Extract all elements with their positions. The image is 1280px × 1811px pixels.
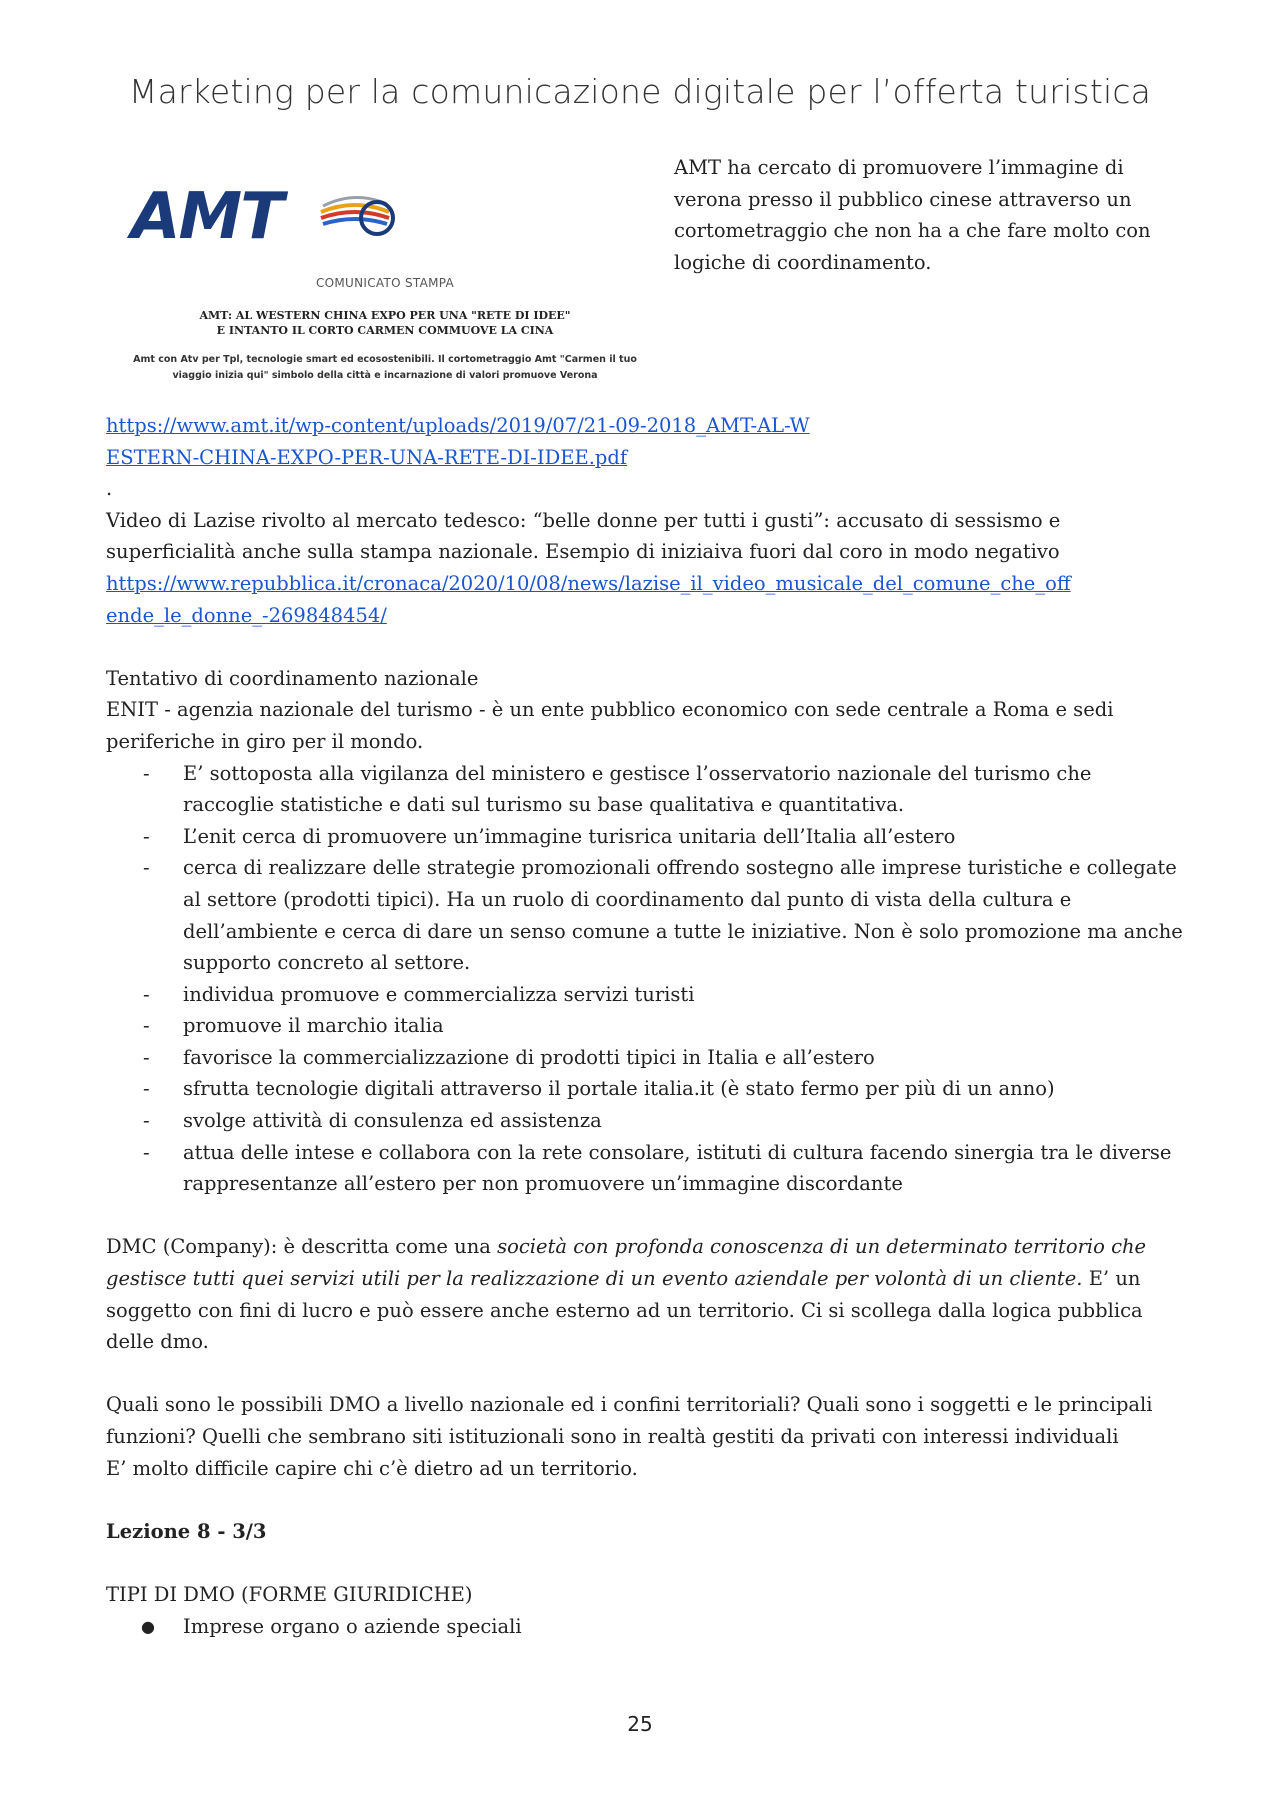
list-item: - favorisce la commercializzazione di prodotti tipici in Italia e all’estero [106, 1042, 1186, 1074]
list-item: - L’enit cerca di promuovere un’immagine turisrica unitaria dell’Italia all’estero [106, 821, 1186, 853]
list-item: ● Imprese organo o aziende speciali [106, 1611, 1186, 1643]
lesson-heading: Lezione 8 - 3/3 [106, 1519, 267, 1543]
enit-list [106, 758, 1186, 1200]
lazise-paragraph: Video di Lazise rivolto al mercato tedesco: “belle donne per tutti i gusti”: accusato di sessismo e superficialità anche sulla stampa nazionale. Esempio di iniziaiva fuori dal coro in modo negativo [106, 508, 1061, 564]
amt-wordmark: AMT [131, 180, 282, 254]
spacer [106, 1484, 1186, 1516]
enit-intro: ENIT - agenzia nazionale del turismo - è un ente pubblico economico con sede centrale a Roma e sedi periferiche in giro per il mondo. [106, 698, 1114, 753]
repubblica-link-paragraph [106, 568, 1186, 631]
dmc-paragraph: DMC (Company): è descritta come una società con profonda conoscenza di un determinato territorio che gestisce tutti quei servizi utili per la realizzazione di un evento aziendale per volontà di un cliente. E’ un soggetto con fini di lucro e può essere anche esterno ad un territorio. Ci si scollega dalla logica pubblica delle dmo. [106, 1235, 1147, 1354]
dmc-definition: società con profonda conoscenza di un determinato territorio che gestisce tutti quei servizi utili per la realizzazione di un evento aziendale per volontà di un cliente. [106, 1235, 1147, 1291]
page-number: 25 [627, 1712, 653, 1736]
dmo-types-heading: TIPI DI DMO (FORME GIURIDICHE) [106, 1582, 473, 1606]
dash-marker: - [143, 1077, 150, 1101]
press-release-subtitle [125, 352, 645, 384]
amt-logo-mark-icon [315, 184, 395, 244]
press-release-title [125, 308, 645, 338]
spacer [106, 1358, 1186, 1390]
list-item: - cerca di realizzare delle strategie promozionali offrendo sostegno alle imprese turistiche e collegate al settore (prodotti tipici). Ha un ruolo di coordinamento dal punto di vista della cultura e dell’ambiente e cerca di dare un senso comune a tutte le iniziative. Non è solo promozione ma anche supporto concreto al settore. [106, 852, 1186, 978]
dash-marker: - [143, 761, 150, 785]
press-title-line-1: AMT: AL WESTERN CHINA EXPO PER UNA "RETE DI IDEE" [199, 309, 571, 322]
list-item: - svolge attività di consulenza ed assistenza [106, 1105, 1186, 1137]
page-header-title: Marketing per la comunicazione digitale per l’offerta turistica [128, 72, 1152, 111]
dash-marker: - [143, 856, 150, 880]
list-item: - promuove il marchio italia [106, 1010, 1186, 1042]
dash-marker: - [143, 1014, 150, 1038]
spacer [106, 1200, 1186, 1232]
spacer [106, 631, 1186, 663]
press-sub-line-2: viaggio inizia qui" simbolo della città e incarnazione di valori promuove Verona [172, 370, 598, 381]
list-item: - attua delle intese e collabora con la rete consolare, istituti di cultura facendo sinergia tra le diverse rappresentanze all’estero per non promuovere un’immagine discordante [106, 1137, 1186, 1200]
spacer [106, 1547, 1186, 1579]
repubblica-link-line-1[interactable]: https://www.repubblica.it/cronaca/2020/10/08/news/lazise_il_video_musicale_del_comune_che_off [106, 571, 1071, 595]
dash-marker: - [143, 824, 150, 848]
dash-marker: - [143, 982, 150, 1006]
main-content [106, 410, 1186, 1642]
dash-marker: - [143, 1045, 150, 1069]
press-title-line-2: E INTANTO IL CORTO CARMEN COMMUOVE LA CINA [216, 324, 554, 337]
list-item: - individua promuove e commercializza servizi turisti [106, 979, 1186, 1011]
coordination-heading: Tentativo di coordinamento nazionale [106, 666, 479, 690]
bullet-marker: ● [141, 1616, 155, 1636]
press-release-label: COMUNICATO STAMPA [315, 276, 455, 290]
amt-press-release-image [125, 168, 645, 390]
dash-marker: - [143, 1109, 150, 1133]
repubblica-link-line-2[interactable]: ende_le_donne_-269848454/ [106, 603, 387, 627]
list-item: - sfrutta tecnologie digitali attraverso il portale italia.it (è stato fermo per più di un anno) [106, 1073, 1186, 1105]
intro-paragraph: AMT ha cercato di promuovere l’immagine di verona presso il pubblico cinese attraverso un cortometraggio che non ha a che fare molto con logiche di coordinamento. [674, 156, 1151, 274]
dmo-questions: Quali sono le possibili DMO a livello nazionale ed i confini territoriali? Quali sono i soggetti e le principali funzioni? Quelli che sembrano siti istituzionali sono in realtà gestiti da privati con interessi individuali [106, 1393, 1153, 1448]
list-item: - E’ sottoposta alla vigilanza del ministero e gestisce l’osservatorio nazionale del turismo che raccoglie statistiche e dati sul turismo su base qualitativa e quantitativa. [106, 758, 1186, 821]
stray-dot: . [106, 477, 113, 501]
amt-link-paragraph [106, 410, 1186, 473]
dash-marker: - [143, 1140, 150, 1164]
amt-pdf-link-line-2[interactable]: ESTERN-CHINA-EXPO-PER-UNA-RETE-DI-IDEE.pdf [106, 445, 628, 469]
amt-pdf-link-line-1[interactable]: https://www.amt.it/wp-content/uploads/2019/07/21-09-2018_AMT-AL-W [106, 414, 810, 437]
dmo-types-list [106, 1611, 1186, 1643]
dmo-questions-followup: E’ molto difficile capire chi c’è dietro ad un territorio. [106, 1456, 638, 1480]
press-sub-line-1: Amt con Atv per Tpl, tecnologie smart ed ecosostenibili. Il cortometraggio Amt "Carmen il tuo [133, 354, 637, 365]
